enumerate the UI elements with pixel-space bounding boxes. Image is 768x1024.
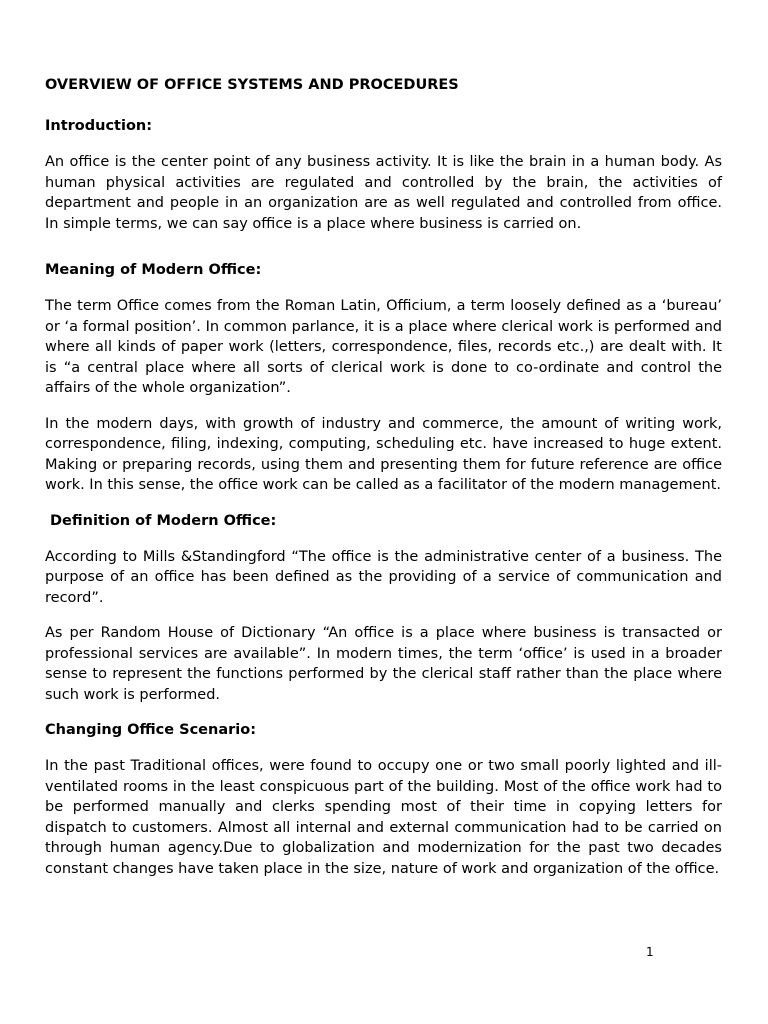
definition-paragraph-1: According to Mills &Standingford “The office is the administrative center of a business. The purpose of an office has been defined as the providing of a service of communication and record”. <box>45 548 722 606</box>
changing-paragraph: In the past Traditional offices, were found to occupy one or two small poorly lighted and ill-ventilated rooms in the least conspicuous part of the building. Most of the office work had to be performed manually and clerks spending most of their time in copying letters for dispatch to customers. Almost all internal and external communication had to be carried on through human agency.Due to globalization and modernization for the past two decades constant changes have taken place in the size, nature of work and organization of the office. <box>45 758 722 877</box>
definition-paragraph-2: As per Random House of Dictionary “An office is a place where business is transacted or professional services are available”. In modern times, the term ‘office’ is used in a broader sense to represent the functions performed by the clerical staff rather than the place where such work is performed. <box>45 625 722 703</box>
introduction-heading: Introduction: <box>45 118 153 134</box>
meaning-heading: Meaning of Modern Office: <box>45 262 262 278</box>
changing-heading: Changing Office Scenario: <box>45 722 257 738</box>
document-title: OVERVIEW OF OFFICE SYSTEMS AND PROCEDURES <box>45 77 459 93</box>
document-page <box>45 75 722 894</box>
definition-heading: Definition of Modern Office: <box>50 512 277 529</box>
introduction-paragraph: An office is the center point of any business activity. It is like the brain in a human body. As human physical activities are regulated and controlled by the brain, the activities of department and people in an organization are as well regulated and controlled from office. In simple terms, we can say office is a place where business is carried on. <box>45 154 722 232</box>
meaning-paragraph-2: In the modern days, with growth of industry and commerce, the amount of writing work, correspondence, filing, indexing, computing, scheduling etc. have increased to huge extent. Making or preparing records, using them and presenting them for future reference are office work. In this sense, the office work can be called as a facilitator of the modern management. <box>45 415 722 493</box>
page-number: 1 <box>646 945 654 959</box>
meaning-paragraph-1: The term Office comes from the Roman Latin, Officium, a term loosely defined as a ‘bureau’ or ‘a formal position’. In common parlance, it is a place where clerical work is performed and where all kinds of paper work (letters, correspondence, files, records etc.,) are dealt with. It is “a central place where all sorts of clerical work is done to co-ordinate and control the affairs of the whole organization”. <box>45 298 722 396</box>
